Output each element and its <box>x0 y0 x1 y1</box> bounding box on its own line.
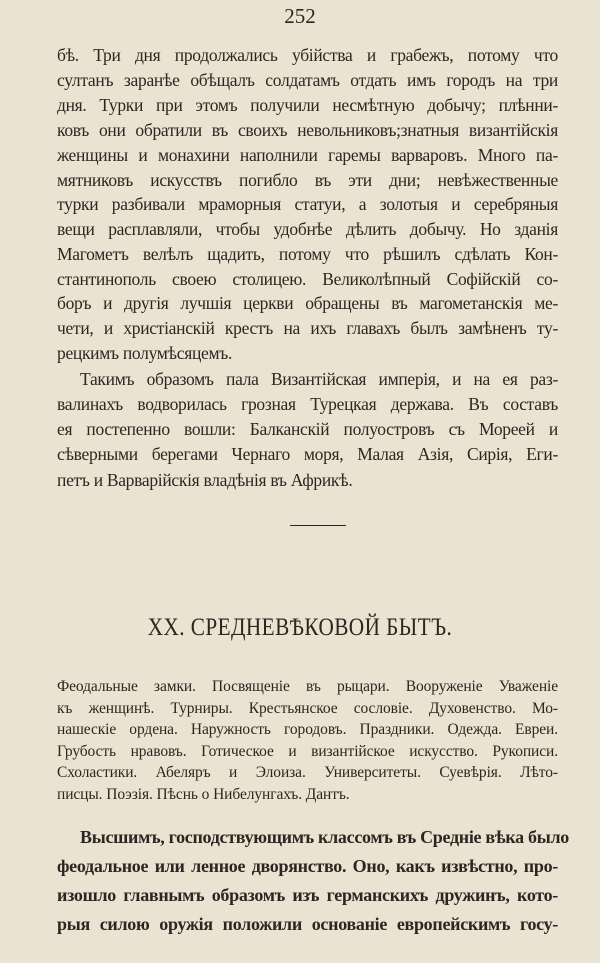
text-line: петъ и Варварійскія владѣнія въ Африкѣ. <box>57 470 353 490</box>
summary-line: къ женщинѣ. Турниры. Крестьянское сословіе. Духовенство. Мо- <box>57 700 558 717</box>
text-line: турки разбивали мраморныя статуи, а золотыя и серебряныя <box>57 194 558 214</box>
text-line: рецкимъ полумѣсяцемъ. <box>57 343 233 363</box>
summary-line: Схоластики. Абеляръ и Элоиза. Университеты. Суевѣрія. Лѣто- <box>57 764 558 781</box>
page-number: 252 <box>284 4 316 28</box>
text-line: Такимъ образомъ пала Византійская имперія, и на ея раз- <box>80 369 558 389</box>
text-line: бѣ. Три дня продолжались убійства и грабежъ, потому что <box>57 45 558 65</box>
text-line: валинахъ водворилась грозная Турецкая держава. Въ составъ <box>57 394 558 414</box>
text-line: ея постепенно вошли: Балканскій полуостровъ съ Мореей и <box>57 419 558 439</box>
text-line: Высшимъ, господствующимъ классомъ въ Средніе вѣка было <box>80 827 569 847</box>
chapter-title: XX. СРЕДНЕВѢКОВОЙ БЫТЪ. <box>147 614 453 641</box>
text-line: Магометъ велѣлъ щадить, потому что рѣшилъ сдѣлать Кон- <box>57 244 558 264</box>
summary-line: нашескіе ордена. Наружность городовъ. Праздники. Одежда. Евреи. <box>57 721 558 738</box>
text-line: изошло главнымъ образомъ изъ германскихъ дружинъ, кото- <box>57 885 558 905</box>
text-line: феодальное или ленное дворянство. Оно, какъ извѣстно, про- <box>57 856 558 876</box>
section-divider <box>290 525 346 526</box>
text-line: дня. Турки при этомъ получили несмѣтную добычу; плѣнни- <box>57 95 558 115</box>
summary-line: Грубость нравовъ. Готическое и византійское искусство. Рукописи. <box>57 743 558 760</box>
text-line: стантинополь своею столицею. Великолѣпный Софійскій со- <box>57 269 558 289</box>
text-line: рыя силою оружія положили основаніе европейскимъ госу- <box>57 914 558 934</box>
text-line: вещи расплавляли, чтобы удобнѣе дѣлить добычу. Но зданія <box>57 219 558 239</box>
text-line: ковъ они обратили въ своихъ невольниковъ;знатныя византійскія <box>57 120 558 140</box>
summary-line: Феодальные замки. Посвященіе въ рыцари. Вооруженіе Уваженіе <box>57 678 558 695</box>
text-line: сѣверными берегами Чернаго моря, Малая Азія, Сирія, Еги- <box>57 444 558 464</box>
text-line: султанъ заранѣе обѣщалъ солдатамъ отдать имъ городъ на три <box>57 70 558 90</box>
text-line: женщины и монахини наполнили гаремы варваровъ. Много па- <box>57 145 558 165</box>
text-line: боръ и другія лучшія церкви обращены въ магометанскія ме- <box>57 293 558 313</box>
text-line: чети, и христіанскій крестъ на ихъ главахъ былъ замѣненъ ту- <box>57 318 558 338</box>
summary-line: писцы. Поэзія. Пѣснь о Нибелунгахъ. Дантъ. <box>57 786 350 803</box>
text-line: мятниковъ искусствъ погибло въ эти дни; невѣжественные <box>57 170 558 190</box>
